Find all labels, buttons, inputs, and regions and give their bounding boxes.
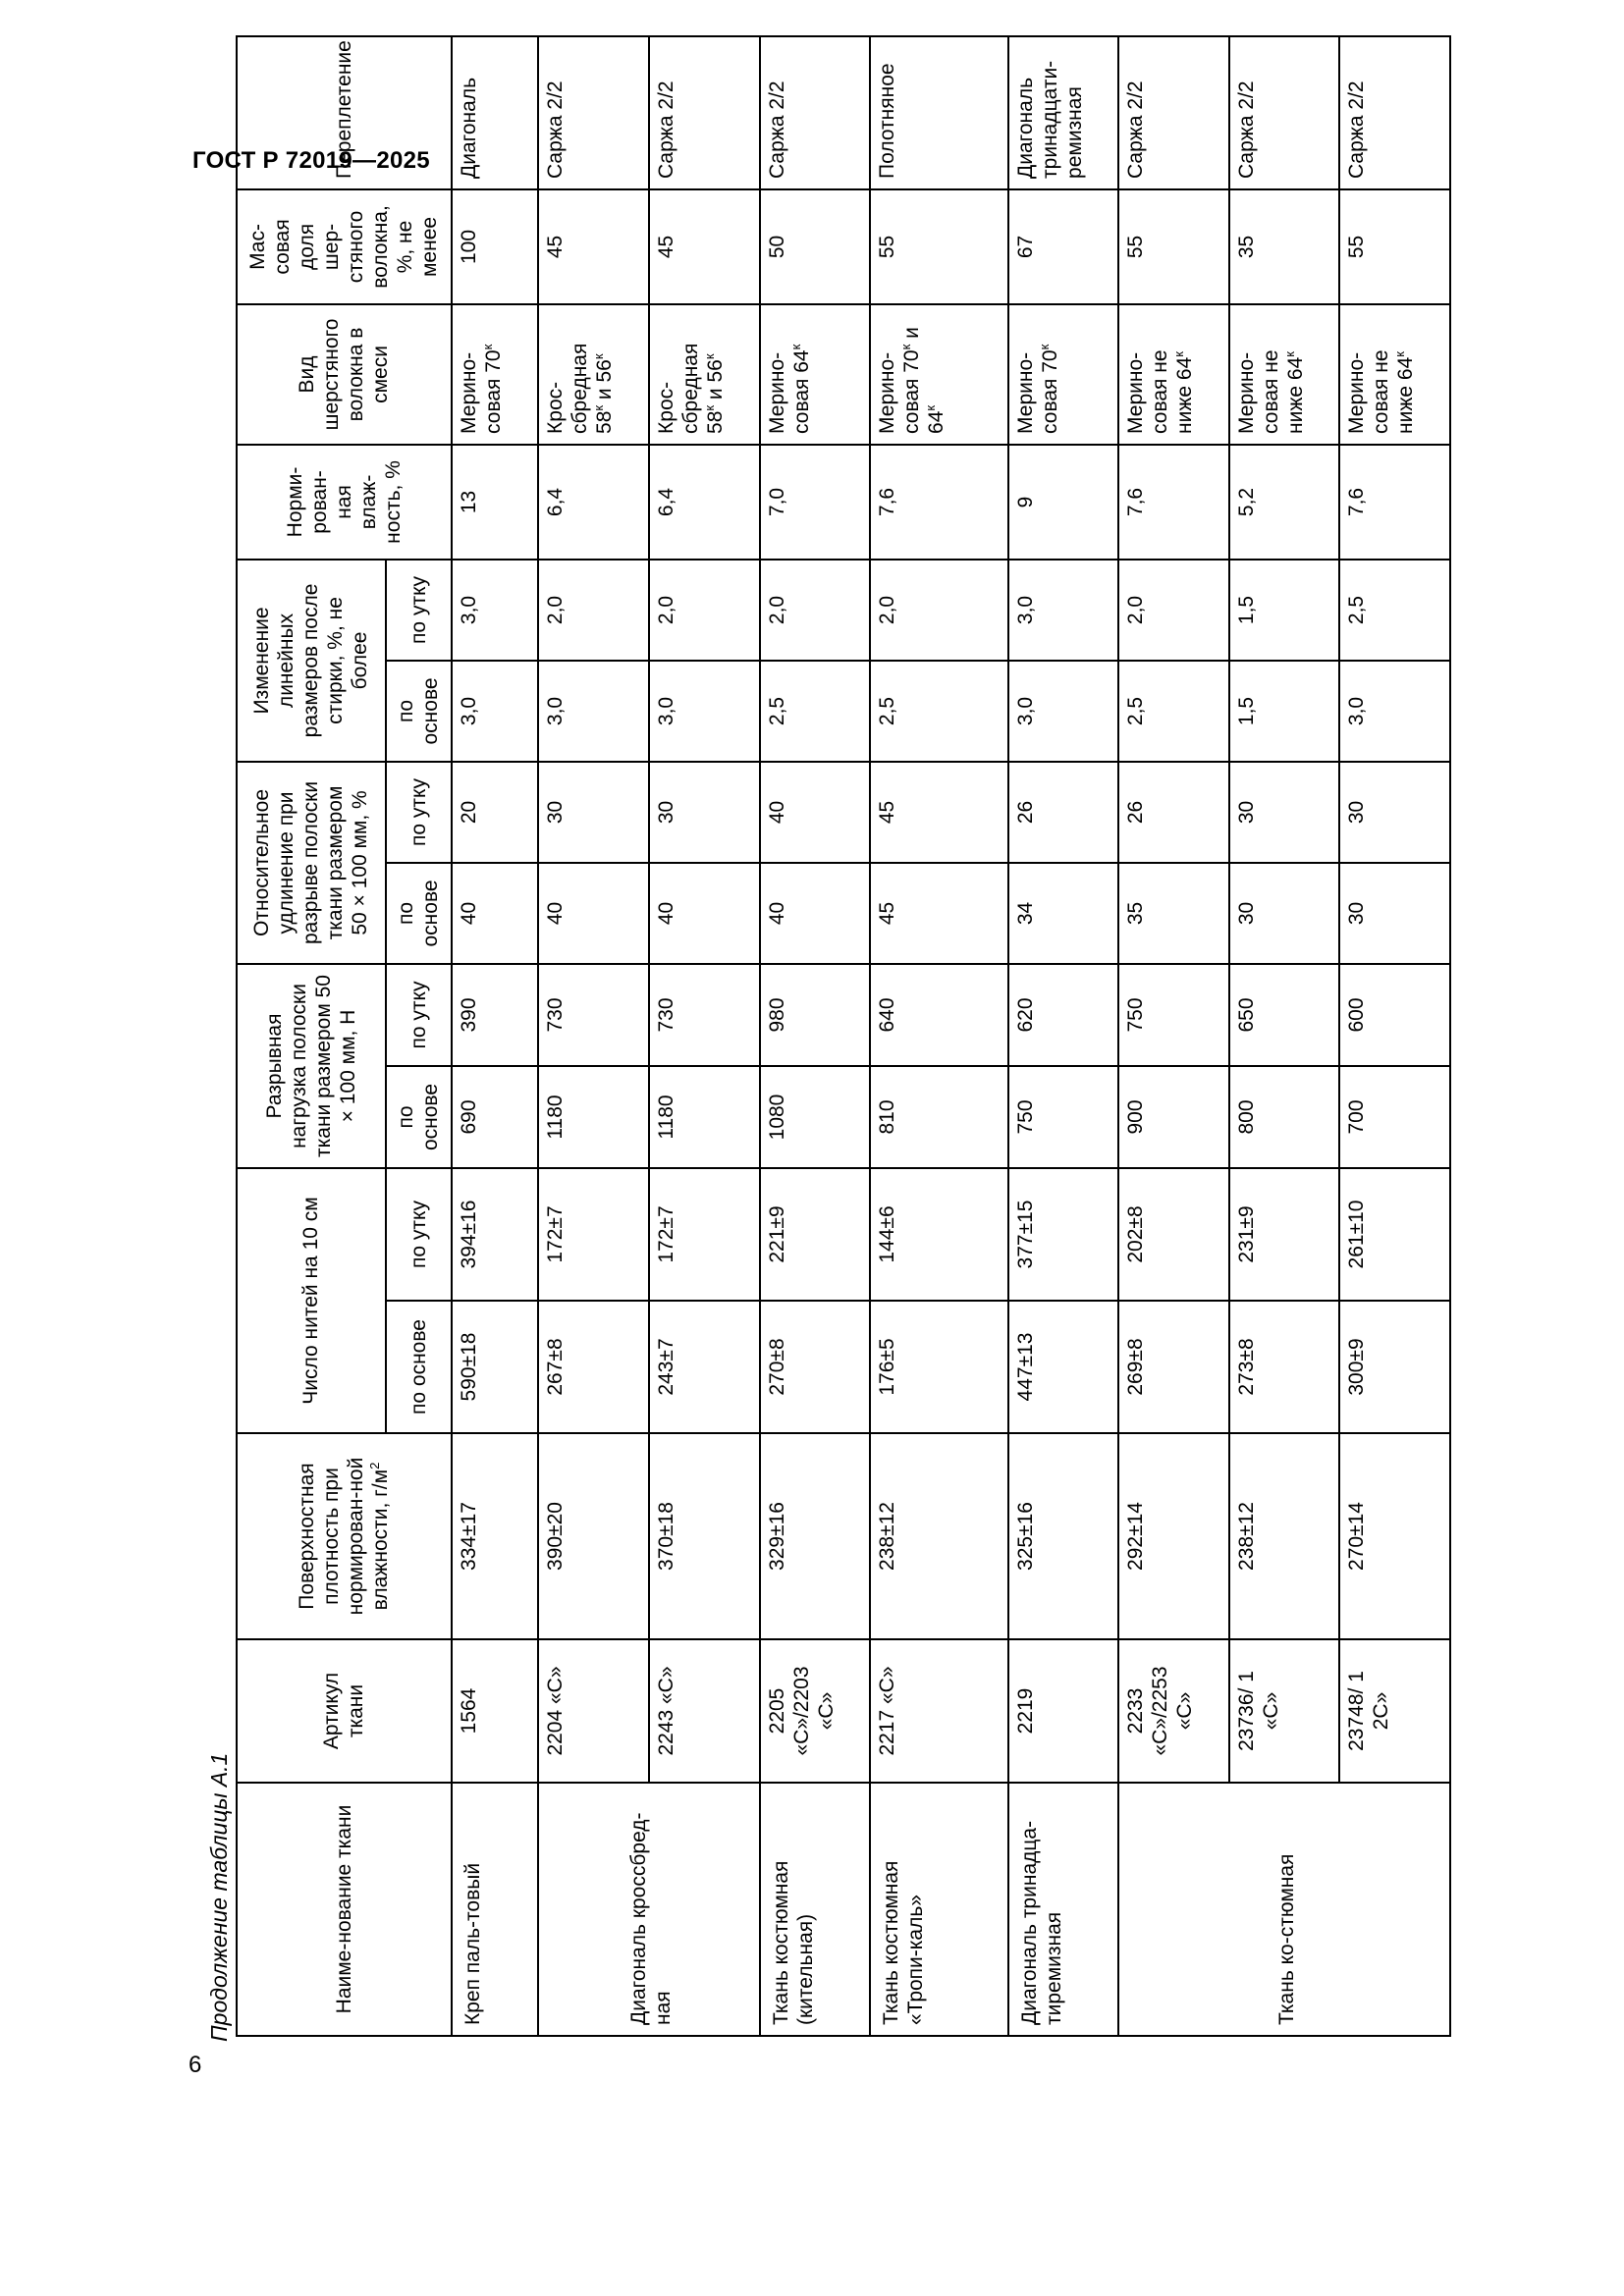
table-row <box>1008 36 1119 2036</box>
shrinkage-weft: 1,5 <box>1229 560 1340 661</box>
header-wool-share: Мас-совая доля шер-стяного волокна, %, не менее <box>237 189 452 304</box>
shrinkage-weft: 2,0 <box>538 560 649 661</box>
shrinkage-warp: 3,0 <box>1008 661 1119 762</box>
wool-type: Крос-сбредная $58^к$ и $56^к$ <box>649 304 760 445</box>
shrinkage-weft: 3,0 <box>1008 560 1119 661</box>
table-caption: Продолжение таблицы А.1 <box>206 1752 232 2042</box>
shrinkage-warp: 1,5 <box>1229 661 1340 762</box>
subheader-shrinkage-warp: по основе <box>386 661 452 762</box>
density: 325±16 <box>1008 1433 1119 1639</box>
shrinkage-weft: 3,0 <box>452 560 539 661</box>
elongation-warp: 40 <box>452 863 539 964</box>
document-title: ГОСТ Р 72019—2025 <box>192 147 430 174</box>
shrinkage-weft: 2,5 <box>1339 560 1450 661</box>
weave: Саржа 2/2 <box>1118 36 1229 189</box>
threads-weft: 221±9 <box>760 1168 871 1301</box>
moisture: 13 <box>452 445 539 560</box>
fabric-group-name: Диагональ кроссбред-ная <box>538 1783 759 2036</box>
subheader-breaking-weft: по утку <box>386 964 452 1066</box>
elongation-warp: 45 <box>870 863 1008 964</box>
subheader-shrinkage-weft: по утку <box>386 560 452 661</box>
weave: Саржа 2/2 <box>1339 36 1450 189</box>
breaking-weft: 650 <box>1229 964 1340 1066</box>
wool-share: 67 <box>1008 189 1119 304</box>
elongation-weft: 40 <box>760 762 871 863</box>
weave: Диагональ тринадцати-ремизная <box>1008 36 1119 189</box>
article: 23748/ 1 2С» <box>1339 1639 1450 1783</box>
table-row <box>538 36 649 2036</box>
breaking-weft: 600 <box>1339 964 1450 1066</box>
wool-type: Мерино-совая $70^к$ <box>452 304 539 445</box>
breaking-weft: 390 <box>452 964 539 1066</box>
elongation-warp: 34 <box>1008 863 1119 964</box>
wool-type: Крос-сбредная $58^к$ и $56^к$ <box>538 304 649 445</box>
subheader-elongation-warp: по основе <box>386 863 452 964</box>
threads-warp: 267±8 <box>538 1301 649 1433</box>
elongation-weft: 30 <box>538 762 649 863</box>
table-row <box>1229 36 1340 2036</box>
wool-share: 35 <box>1229 189 1340 304</box>
wool-type: Мерино-совая $64^к$ <box>760 304 871 445</box>
subheader-breaking-warp: по основе <box>386 1066 452 1168</box>
breaking-weft: 980 <box>760 964 871 1066</box>
subheader-threads-weft: по утку <box>386 1168 452 1301</box>
threads-warp: 590±18 <box>452 1301 539 1433</box>
wool-type: Мерино-совая не ниже $64^к$ <box>1229 304 1340 445</box>
wool-share: 55 <box>870 189 1008 304</box>
breaking-warp: 1180 <box>538 1066 649 1168</box>
threads-weft: 172±7 <box>538 1168 649 1301</box>
threads-weft: 144±6 <box>870 1168 1008 1301</box>
article: 2233 «С»/2253 «С» <box>1118 1639 1229 1783</box>
elongation-warp: 40 <box>538 863 649 964</box>
elongation-weft: 30 <box>1229 762 1340 863</box>
header-article: Артикул ткани <box>237 1639 452 1783</box>
wool-share: 55 <box>1118 189 1229 304</box>
wool-share: 100 <box>452 189 539 304</box>
shrinkage-warp: 3,0 <box>452 661 539 762</box>
article: 2204 «С» <box>538 1639 649 1783</box>
threads-weft: 261±10 <box>1339 1168 1450 1301</box>
fabric-name: Ткань костюмная «Тропи-каль» <box>870 1783 1008 2036</box>
wool-share: 45 <box>538 189 649 304</box>
threads-warp: 300±9 <box>1339 1301 1450 1433</box>
breaking-warp: 810 <box>870 1066 1008 1168</box>
weave: Саржа 2/2 <box>538 36 649 189</box>
shrinkage-warp: 3,0 <box>649 661 760 762</box>
fabric-name: Диагональ тринадца-тиремизная <box>1008 1783 1119 2036</box>
threads-warp: 243±7 <box>649 1301 760 1433</box>
elongation-weft: 26 <box>1008 762 1119 863</box>
table-row <box>1118 36 1229 2036</box>
density: 270±14 <box>1339 1433 1450 1639</box>
elongation-warp: 40 <box>649 863 760 964</box>
moisture: 7,6 <box>870 445 1008 560</box>
breaking-warp: 1080 <box>760 1066 871 1168</box>
shrinkage-warp: 2,5 <box>1118 661 1229 762</box>
density: 334±17 <box>452 1433 539 1639</box>
breaking-warp: 700 <box>1339 1066 1450 1168</box>
breaking-warp: 750 <box>1008 1066 1119 1168</box>
shrinkage-warp: 3,0 <box>538 661 649 762</box>
article: 23736/ 1 «С» <box>1229 1639 1340 1783</box>
table-row <box>870 36 1008 2036</box>
threads-warp: 270±8 <box>760 1301 871 1433</box>
moisture: 9 <box>1008 445 1119 560</box>
breaking-warp: 1180 <box>649 1066 760 1168</box>
weave: Диагональ <box>452 36 539 189</box>
shrinkage-weft: 2,0 <box>760 560 871 661</box>
wool-type: Мерино-совая не ниже $64^к$ <box>1339 304 1450 445</box>
elongation-warp: 40 <box>760 863 871 964</box>
breaking-warp: 690 <box>452 1066 539 1168</box>
elongation-warp: 30 <box>1229 863 1340 964</box>
shrinkage-weft: 2,0 <box>870 560 1008 661</box>
threads-weft: 377±15 <box>1008 1168 1119 1301</box>
fabric-properties-table <box>236 35 1451 2037</box>
header-threads: Число нитей на 10 см <box>237 1168 386 1433</box>
elongation-weft: 30 <box>649 762 760 863</box>
elongation-weft: 30 <box>1339 762 1450 863</box>
density: 370±18 <box>649 1433 760 1639</box>
header-name: Наиме-нование ткани <box>237 1783 452 2036</box>
breaking-weft: 750 <box>1118 964 1229 1066</box>
wool-share: 50 <box>760 189 871 304</box>
header-breaking-load: Разрывная нагрузка полоски ткани размером 50 × 100 мм, Н <box>237 964 386 1168</box>
table-row <box>1339 36 1450 2036</box>
breaking-weft: 730 <box>538 964 649 1066</box>
header-shrinkage: Изменение линейных размеров после стирки, %, не более <box>237 560 386 762</box>
density: 292±14 <box>1118 1433 1229 1639</box>
wool-share: 45 <box>649 189 760 304</box>
table-row <box>452 36 539 2036</box>
table-row <box>649 36 760 2036</box>
threads-weft: 202±8 <box>1118 1168 1229 1301</box>
density: 390±20 <box>538 1433 649 1639</box>
article: 1564 <box>452 1639 539 1783</box>
threads-weft: 231±9 <box>1229 1168 1340 1301</box>
wool-type: Мерино-совая $70^к$ <box>1008 304 1119 445</box>
shrinkage-weft: 2,0 <box>1118 560 1229 661</box>
elongation-warp: 30 <box>1339 863 1450 964</box>
header-moisture: Норми-рован-ная влаж-ность, % <box>237 445 452 560</box>
moisture: 7,6 <box>1118 445 1229 560</box>
wool-share: 55 <box>1339 189 1450 304</box>
page-number: 6 <box>189 2052 202 2078</box>
subheader-elongation-weft: по утку <box>386 762 452 863</box>
header-wool-type: Вид шерстяного волокна в смеси <box>237 304 452 445</box>
threads-warp: 273±8 <box>1229 1301 1340 1433</box>
moisture: 7,6 <box>1339 445 1450 560</box>
threads-weft: 172±7 <box>649 1168 760 1301</box>
weave: Саржа 2/2 <box>649 36 760 189</box>
weave: Саржа 2/2 <box>1229 36 1340 189</box>
header-weave: Переплетение <box>237 36 452 189</box>
density: 238±12 <box>1229 1433 1340 1639</box>
header-elongation: Относительное удлинение при разрыве полоски ткани размером 50 × 100 мм, % <box>237 762 386 964</box>
wool-type: Мерино-совая $70^к$ и $64^к$ <box>870 304 1008 445</box>
threads-warp: 176±5 <box>870 1301 1008 1433</box>
moisture: 5,2 <box>1229 445 1340 560</box>
breaking-warp: 800 <box>1229 1066 1340 1168</box>
shrinkage-warp: 2,5 <box>760 661 871 762</box>
breaking-weft: 640 <box>870 964 1008 1066</box>
wool-type: Мерино-совая не ниже $64^к$ <box>1118 304 1229 445</box>
article: 2205 «С»/2203 «С» <box>760 1639 871 1783</box>
breaking-weft: 620 <box>1008 964 1119 1066</box>
density: 329±16 <box>760 1433 871 1639</box>
shrinkage-warp: 3,0 <box>1339 661 1450 762</box>
weave: Полотняное <box>870 36 1008 189</box>
table-row <box>760 36 871 2036</box>
elongation-warp: 35 <box>1118 863 1229 964</box>
article: 2243 «С» <box>649 1639 760 1783</box>
elongation-weft: 45 <box>870 762 1008 863</box>
breaking-warp: 900 <box>1118 1066 1229 1168</box>
elongation-weft: 20 <box>452 762 539 863</box>
weave: Саржа 2/2 <box>760 36 871 189</box>
fabric-name: Ткань костюмная (кительная) <box>760 1783 871 2036</box>
threads-warp: 269±8 <box>1118 1301 1229 1433</box>
header-density: Поверхностная плотность при нормирован-ной влажности, $г/м^2$ <box>237 1433 452 1639</box>
breaking-weft: 730 <box>649 964 760 1066</box>
shrinkage-weft: 2,0 <box>649 560 760 661</box>
moisture: 6,4 <box>649 445 760 560</box>
fabric-name: Креп паль-товый <box>452 1783 539 2036</box>
article: 2217 «С» <box>870 1639 1008 1783</box>
elongation-weft: 26 <box>1118 762 1229 863</box>
moisture: 6,4 <box>538 445 649 560</box>
threads-weft: 394±16 <box>452 1168 539 1301</box>
subheader-threads-warp: по основе <box>386 1301 452 1433</box>
moisture: 7,0 <box>760 445 871 560</box>
shrinkage-warp: 2,5 <box>870 661 1008 762</box>
article: 2219 <box>1008 1639 1119 1783</box>
density: 238±12 <box>870 1433 1008 1639</box>
fabric-group-name: Ткань ко-стюмная <box>1118 1783 1450 2036</box>
threads-warp: 447±13 <box>1008 1301 1119 1433</box>
